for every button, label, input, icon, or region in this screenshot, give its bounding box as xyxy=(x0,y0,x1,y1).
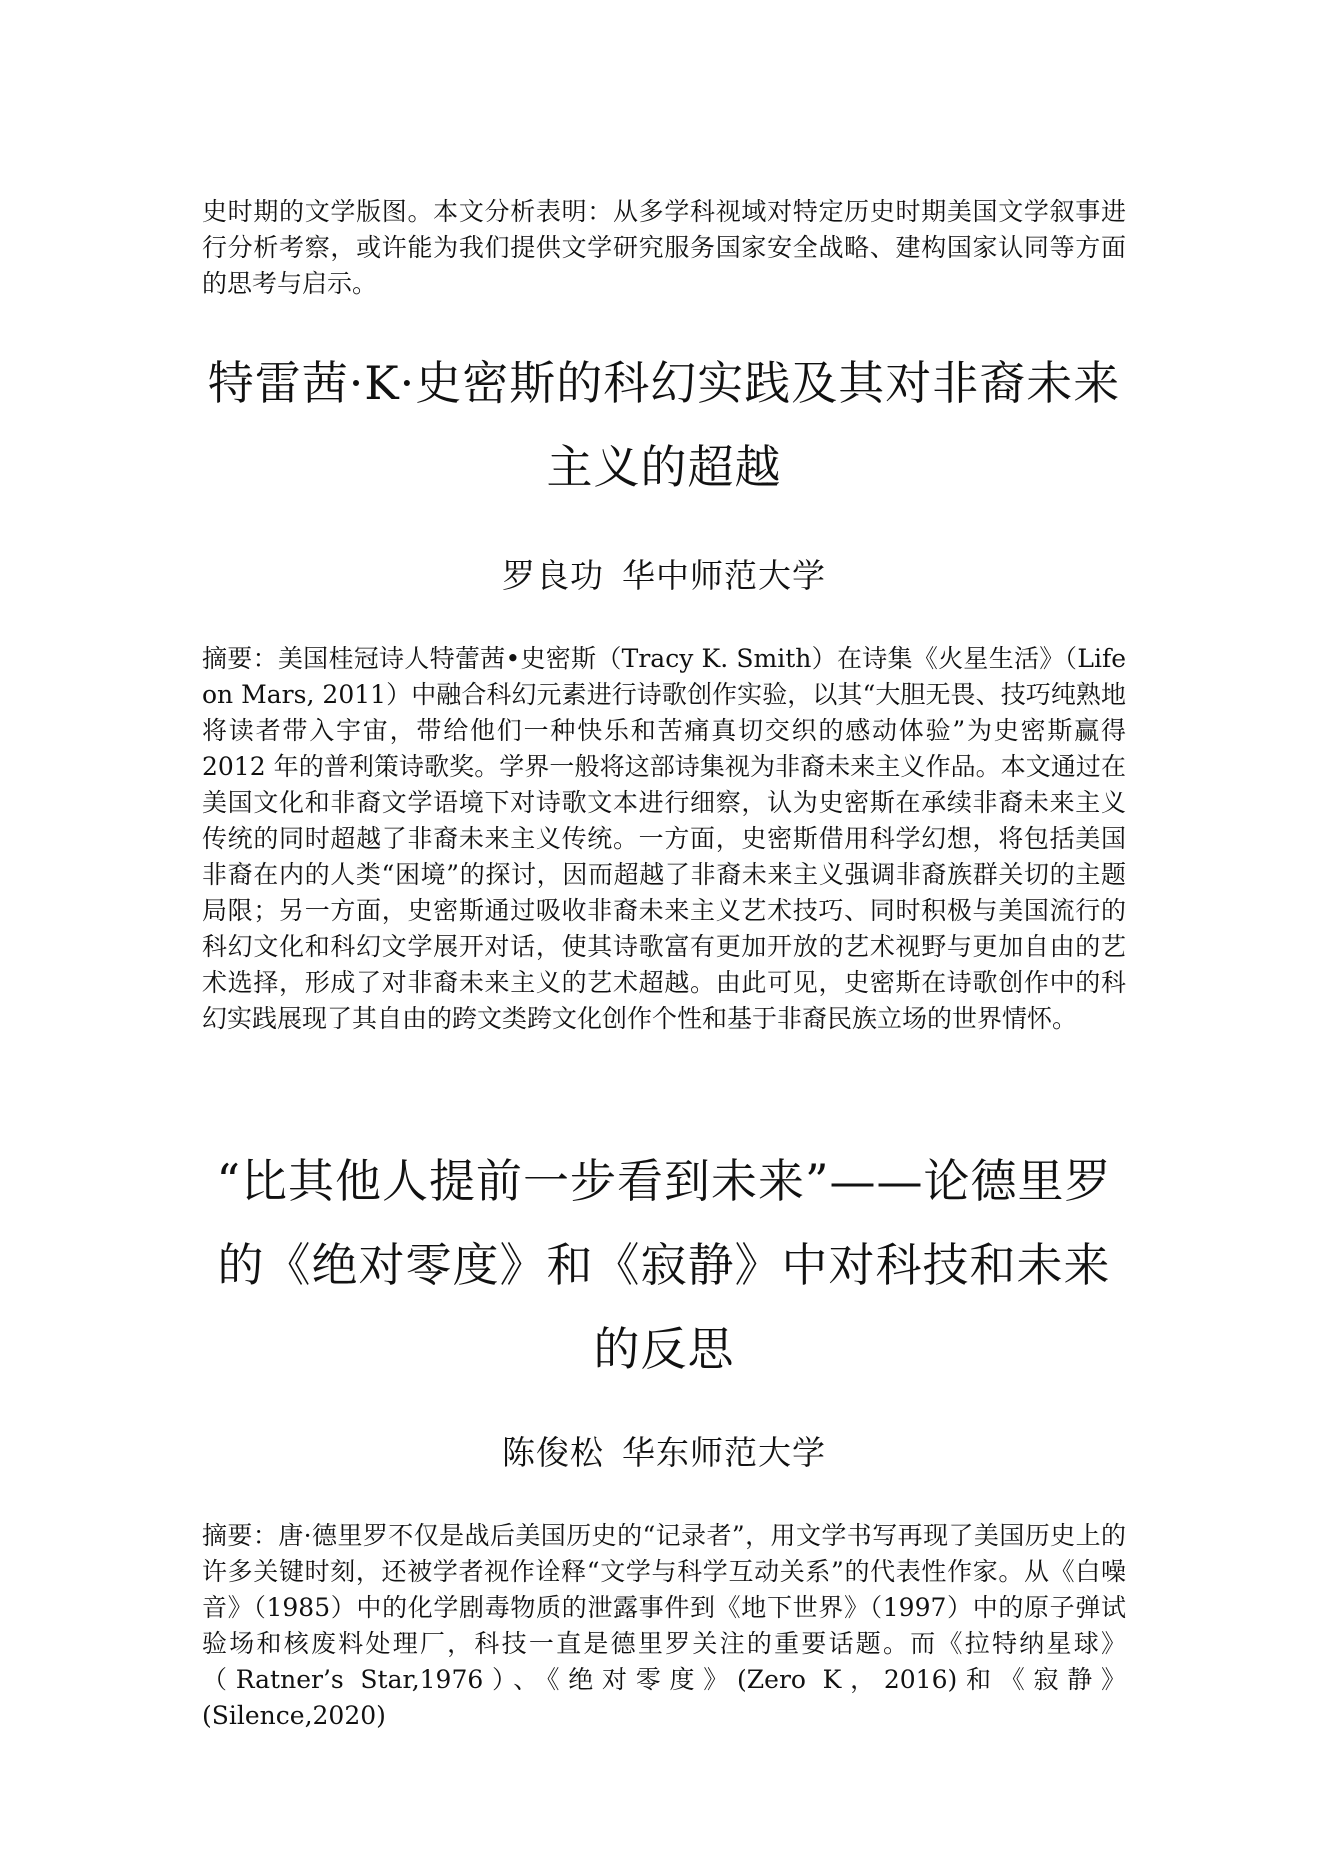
article2-author-name: 陈俊松 xyxy=(502,1433,604,1472)
article1-section xyxy=(202,341,1126,509)
article2-section xyxy=(202,1139,1126,1391)
article2-abstract: 摘要：唐·德里罗不仅是战后美国历史的“记录者”，用文学书写再现了美国历史上的许多关键时刻，还被学者视作诠释“文学与科学互动关系”的代表性作家。从《白噪音》（1985）中的化学剧毒物质的泄露事件到《地下世界》（1997）中的原子弹试验场和核废料处理厂，科技一直是德里罗关注的重要话题。而《拉特纳星球》（Ratner’s Star,1976）、《绝对零度》(Zero K，2016)和《寂静》(Silence,2020) xyxy=(202,1521,1126,1730)
intro-paragraph: 史时期的文学版图。本文分析表明：从多学科视域对特定历史时期美国文学叙事进行分析考察，或许能为我们提供文学研究服务国家安全战略、建构国家认同等方面的思考与启示。 xyxy=(202,197,1126,298)
article2-abstract-section xyxy=(202,1518,1126,1734)
article1-author-line xyxy=(202,554,1126,598)
article1-abstract-section xyxy=(202,641,1126,1037)
article2-author-line xyxy=(202,1431,1126,1475)
article2-title: “比其他人提前一步看到未来”——论德里罗的《绝对零度》和《寂静》中对科技和未来的反思 xyxy=(216,1154,1112,1376)
article1-title: 特雷茜·K·史密斯的科幻实践及其对非裔未来主义的超越 xyxy=(207,356,1121,494)
article1-author-name: 罗良功 xyxy=(502,556,604,595)
article1-abstract: 摘要：美国桂冠诗人特蕾茜•史密斯（Tracy K. Smith）在诗集《火星生活》（Life on Mars, 2011）中融合科幻元素进行诗歌创作实验，以其“大胆无畏、技巧纯熟地将读者带入宇宙，带给他们一种快乐和苦痛真切交织的感动体验”为史密斯赢得 2012 年的普利策诗歌奖。学界一般将这部诗集视为非裔未来主义作品。本文通过在美国文化和非裔文学语境下对诗歌文本进行细察，认为史密斯在承续非裔未来主义传统的同时超越了非裔未来主义传统。一方面，史密斯借用科学幻想，将包括美国非裔在内的人类“困境”的探讨，因而超越了非裔未来主义强调非裔族群关切的主题局限；另一方面，史密斯通过吸收非裔未来主义艺术技巧、同时积极与美国流行的科幻文化和科幻文学展开对话，使其诗歌富有更加开放的艺术视野与更加自由的艺术选择，形成了对非裔未来主义的艺术超越。由此可见，史密斯在诗歌创作中的科幻实践展现了其自由的跨文类跨文化创作个性和基于非裔民族立场的世界情怀。 xyxy=(202,644,1126,1033)
intro-section xyxy=(202,194,1126,302)
article2-author-affiliation: 华东师范大学 xyxy=(622,1433,826,1472)
article1-author-affiliation: 华中师范大学 xyxy=(622,556,826,595)
